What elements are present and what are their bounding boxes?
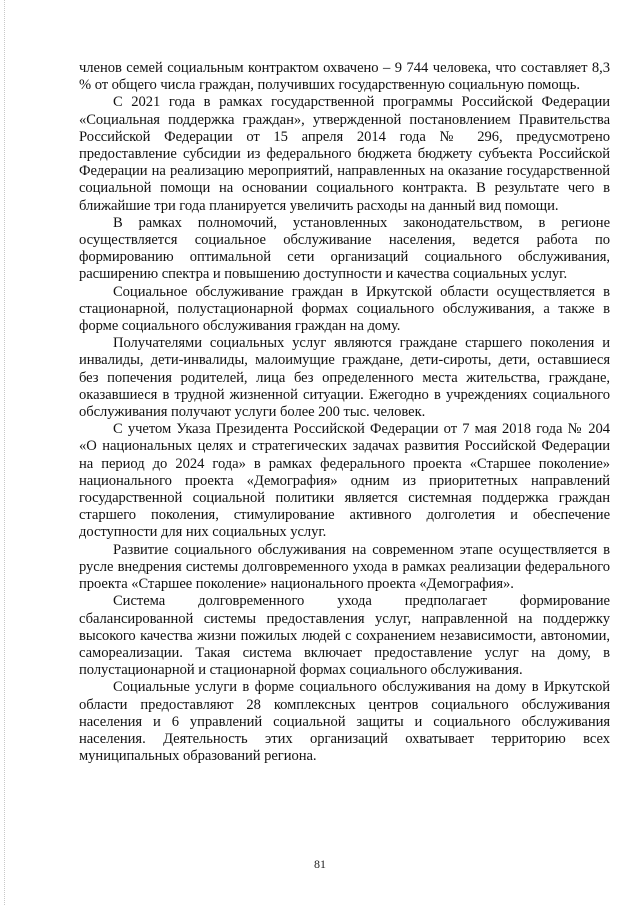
paragraph-8: Система долговременного ухода предполагает формирование сбалансированной системы предоставления услуг, направленной на поддержку высокого качества жизни пожилых людей с сохранением независимости, автономии, самореализации. Такая система включает предоставление услуг на дому, в полустационарной и стационарной формах социального обслуживания. [79, 593, 610, 679]
paragraph-6: С учетом Указа Президента Российской Федерации от 7 мая 2018 года № 204 «О национальных целях и стратегических задачах развития Российской Федерации на период до 2024 года» в рамках федерального проекта «Старшее поколение» национального проекта «Демография» одним из приоритетных направлений государственной социальной политики является системная поддержка граждан старшего поколения, стимулирование активного долголетия и обеспечение доступности для них социальных услуг. [79, 421, 610, 541]
scan-edge-marks [4, 0, 7, 905]
paragraph-4: Социальное обслуживание граждан в Иркутской области осуществляется в стационарной, полустационарной формах социального обслуживания, а также в форме социального обслуживания граждан на дому. [79, 283, 610, 335]
paragraph-7: Развитие социального обслуживания на современном этапе осуществляется в русле внедрения системы долговременного ухода в рамках реализации федерального проекта «Старшее поколение» национального проекта «Демография». [79, 541, 610, 593]
paragraph-1: членов семей социальным контрактом охвачено – 9 744 человека, что составляет 8,3 % от общего числа граждан, получивших государственную социальную помощь. [79, 60, 610, 94]
page-number: 81 [314, 857, 326, 871]
paragraph-5: Получателями социальных услуг являются граждане старшего поколения и инвалиды, дети-инвалиды, малоимущие граждане, дети-сироты, дети, оставшиеся без попечения родителей, лица без определенного места жительства, граждане, оказавшиеся в трудной жизненной ситуации. Ежегодно в учреждениях социального обслуживания получают услуги более 200 тыс. человек. [79, 335, 610, 421]
paragraph-2: С 2021 года в рамках государственной программы Российской Федерации «Социальная поддержка граждан», утвержденной постановлением Правительства Российской Федерации от 15 апреля 2014 года № 296, предусмотрено предоставление субсидии из федерального бюджета бюджету субъекта Российской Федерации на реализацию мероприятий, направленных на оказание государственной социальной помощи на основании социального контракта. В результате чего в ближайшие три года планируется увеличить расходы на данный вид помощи. [79, 94, 610, 214]
paragraph-9: Социальные услуги в форме социального обслуживания на дому в Иркутской области предоставляют 28 комплексных центров социального обслуживания населения и 6 управлений социальной защиты и социального обслуживания населения. Деятельность этих организаций охватывает территорию всех муниципальных образований региона. [79, 679, 610, 765]
body-text [79, 60, 610, 765]
paragraph-3: В рамках полномочий, установленных законодательством, в регионе осуществляется социальное обслуживание населения, ведется работа по формированию оптимальной сети организаций социального обслуживания, расширению спектра и повышению доступности и качества социальных услуг. [79, 214, 610, 283]
